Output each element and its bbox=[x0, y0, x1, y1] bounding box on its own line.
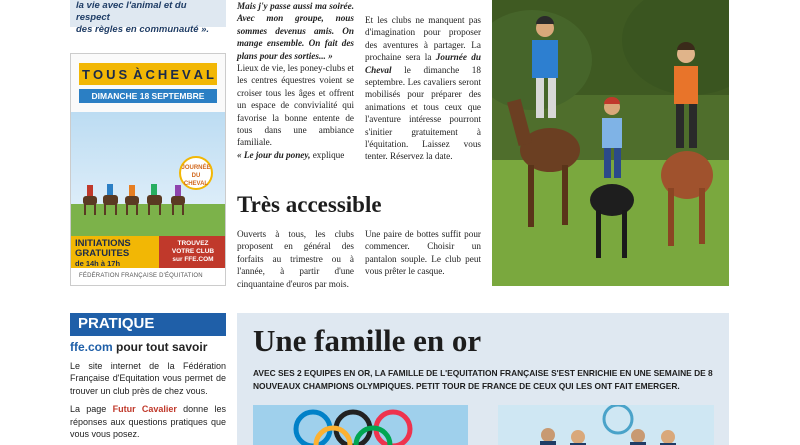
team-podium-photo bbox=[498, 405, 714, 445]
riders-illustration bbox=[81, 182, 191, 216]
article-text: explique bbox=[310, 149, 345, 160]
ad-title-letter: E bbox=[170, 66, 179, 82]
article-column-2 bbox=[365, 14, 481, 163]
pratique-text: donne les réponses aux questions pratiques que vous vous posez. bbox=[70, 404, 226, 439]
article-text: Et les clubs ne manquent pas d'imagination pour proposer des aventures à partager. La prochaine sera la bbox=[365, 15, 481, 63]
ad-title-letter: L bbox=[206, 66, 214, 82]
feature-lede: AVEC SES 2 EQUIPES EN OR, LA FAMILLE DE L'EQUITATION FRANÇAISE S'EST ENRICHIE EN UNE SEMAINE DE 8 NOUVEAUX CHAMPIONS OLYMPIQUES. PETIT TOUR DE FRANCE DE CEUX QUI LES ONT FAIT EMERGER. bbox=[253, 368, 713, 391]
ad-find-line: TROUVEZ bbox=[177, 240, 209, 247]
feature-box bbox=[237, 313, 729, 445]
article-paragraph bbox=[365, 14, 481, 163]
article-column-3 bbox=[237, 228, 354, 290]
article-paragraph: Une paire de bottes suffit pour commencer. Choisir un pantalon souple. Le club peut vous prêter le casque. bbox=[365, 229, 481, 277]
ad-title-letter: A bbox=[193, 66, 204, 82]
ffe-link[interactable]: ffe.com bbox=[70, 340, 113, 354]
pratique-text: La page bbox=[70, 404, 113, 414]
article-quote-start: « Le jour du poney, bbox=[237, 149, 311, 160]
article-column-4 bbox=[365, 228, 481, 278]
badge-line: JOURNÉE bbox=[181, 165, 211, 171]
ad-find-line: sur FFE.COM bbox=[172, 256, 214, 263]
ad-find-club-block bbox=[159, 236, 226, 268]
pratique-paragraph-2 bbox=[70, 403, 226, 441]
article-paragraph: Ouverts à tous, les clubs proposent en général des forfaits au trimestre ou à l'année, à partir d'une cinquantaine d'euros par mois. bbox=[237, 229, 354, 289]
ad-title-letter: H bbox=[157, 66, 168, 82]
article-column-1 bbox=[237, 0, 354, 161]
olympic-rings-photo bbox=[253, 405, 468, 445]
pratique-body bbox=[70, 341, 226, 445]
sidebar-quote-box bbox=[70, 0, 226, 35]
ad-hours: de 14h à 17h bbox=[75, 259, 121, 268]
ad-title-letter: À bbox=[133, 66, 143, 82]
article-quote: Mais j'y passe aussi ma soirée. Avec mon groupe, nous sommes devenus amis. On mange ensemble. On fait des plans pour des sorties... » bbox=[237, 1, 354, 61]
ad-initiations-block bbox=[71, 236, 159, 268]
futur-cavalier-link[interactable]: Futur Cavalier bbox=[112, 404, 177, 414]
ad-federation-footer: FÉDÉRATION FRANÇAISE D'ÉQUITATION bbox=[71, 268, 226, 286]
sidebar-quote-line: des règles en communauté ». bbox=[76, 24, 210, 35]
ad-title-banner bbox=[79, 63, 217, 85]
ad-title-letter: S bbox=[118, 66, 128, 82]
pratique-headline-rest: pour tout savoir bbox=[112, 340, 208, 354]
pratique-headline bbox=[70, 341, 226, 354]
badge-line: CHEVAL bbox=[183, 181, 209, 187]
article-paragraph: Lieux de vie, les poney-clubs et les centres équestres voient se croiser tous les âges et offrent un espace de convivialité qui favorise la bonne entente de tous dans une ambiance familiale. bbox=[237, 63, 354, 148]
ad-title-letter: C bbox=[145, 66, 155, 82]
ad-title-letter: U bbox=[106, 66, 116, 82]
tous-a-cheval-ad bbox=[70, 53, 226, 286]
pratique-paragraph: Le site internet de la Fédération Française d'Equitation vous permet de trouver un club près de chez vous. bbox=[70, 360, 226, 396]
article-paragraph bbox=[237, 149, 354, 161]
ad-date: DIMANCHE 18 SEPTEMBRE bbox=[79, 89, 217, 103]
ad-bottom-strip bbox=[71, 236, 226, 268]
pratique-header: PRATIQUE bbox=[70, 313, 226, 336]
family-riding-photo bbox=[492, 0, 729, 286]
subheading: Très accessible bbox=[237, 192, 382, 217]
feature-title: Une famille en or bbox=[253, 323, 482, 358]
ad-title-letter: T bbox=[82, 66, 90, 82]
badge-line: DU bbox=[191, 173, 201, 179]
ad-gratuites: GRATUITES bbox=[75, 248, 130, 259]
journee-du-cheval-text: Journée du Cheval bbox=[365, 52, 481, 75]
ad-find-line: VOTRE CLUB bbox=[171, 248, 215, 255]
sidebar-quote-line: la vie avec l'animal et du respect bbox=[76, 0, 187, 23]
article-text: le dimanche 18 septembre. Les cavaliers seront mobilisés pour préparer des animations et tous ceux que l'aventure intéresse pourront s'initier gratuitement à l'équitation. Laissez vous tenter. Réservez la date. bbox=[365, 64, 481, 162]
ad-initiations: INITIATIONS bbox=[75, 238, 131, 249]
ad-title-letter: V bbox=[181, 66, 191, 82]
ad-title-letter: O bbox=[92, 66, 104, 82]
